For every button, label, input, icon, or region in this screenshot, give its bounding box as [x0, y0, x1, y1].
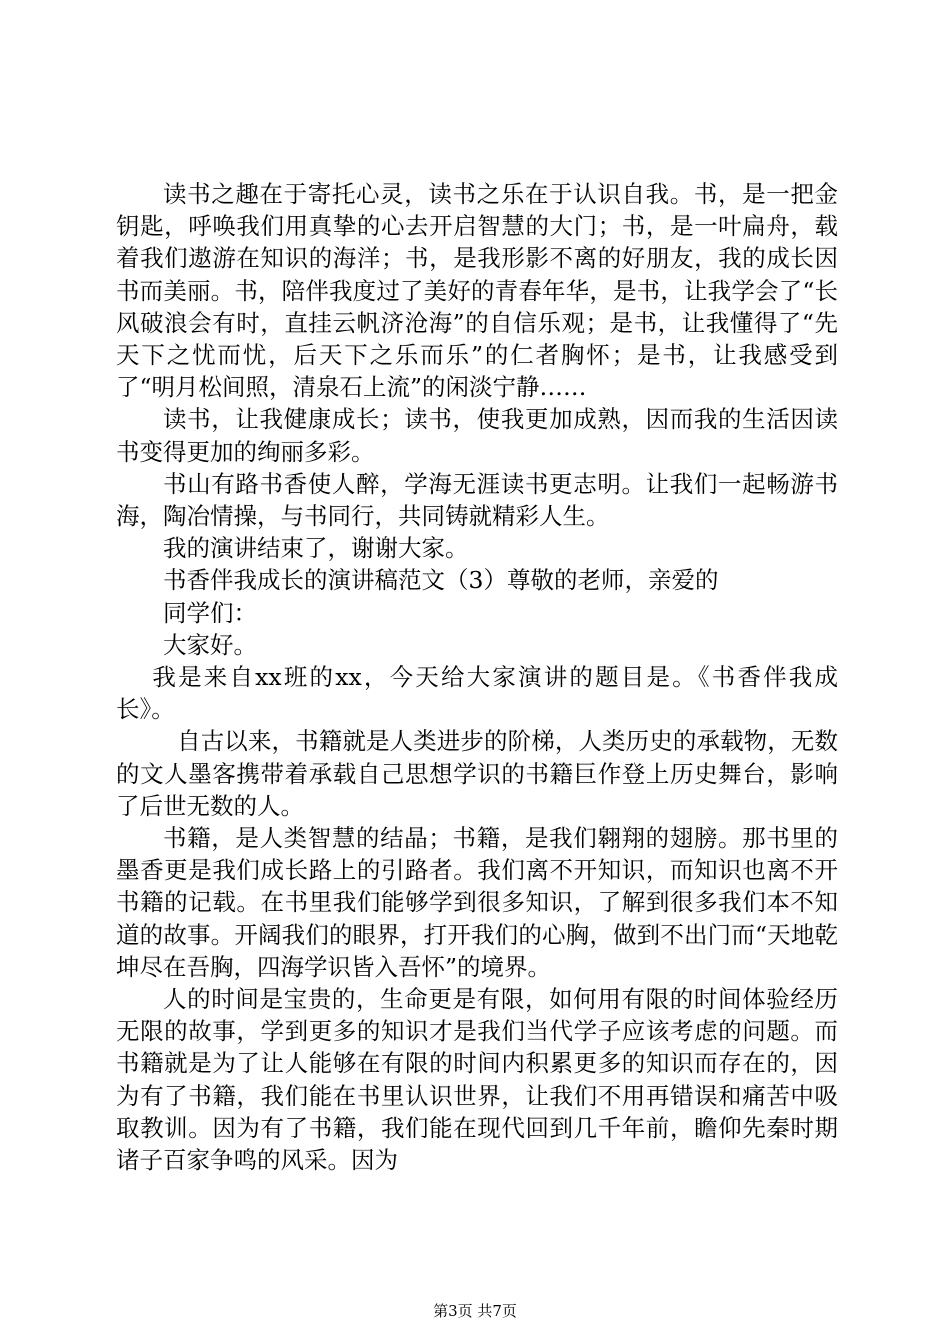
paragraph-greeting: 大家好。	[163, 630, 257, 659]
paragraph-healthy-growth: 读书，让我健康成长；读书，使我更加成熟，因而我的生活因读书变得更加的绚丽多彩。	[116, 405, 838, 466]
document-body	[116, 178, 838, 1176]
paragraph-books-wisdom: 书籍，是人类智慧的结晶；书籍，是我们翱翔的翅膀。那书里的墨香更是我们成长路上的引路者。我们离不开知识，而知识也离不开书籍的记载。在书里我们能够学到很多知识，了解到很多我们本不知道的故事。开阔我们的眼界，打开我们的心胸，做到不出门而“天地乾坤尽在吾胸，四海学识皆入吾怀”的境界。	[116, 824, 838, 981]
paragraph-book-mountain: 书山有路书香使人醉，学海无涯读书更志明。让我们一起畅游书海，陶冶情操，与书同行，共同铸就精彩人生。	[116, 469, 838, 531]
paragraph-classmates: 同学们：	[163, 598, 257, 627]
paragraph-time-precious: 人的时间是宝贵的，生命更是有限，如何用有限的时间体验经历无限的故事，学到更多的知识才是我们当代学子应该考虑的问题。而书籍就是为了让人能够在有限的时间内积累更多的知识而存在的，因为有了书籍，我们能在书里认识世界，让我们不用再错误和痛苦中吸取教训。因为有了书籍，我们能在现代回到几千年前，瞻仰先秦时期诸子百家争鸣的风采。因为	[116, 985, 838, 1175]
paragraph-self-intro: 我是来自xx班的xx，今天给大家演讲的题目是。《书香伴我成长》。	[116, 663, 838, 724]
page-footer: 第3页 共7页	[433, 1302, 517, 1320]
heading-sample-speech-3: 书香伴我成长的演讲稿范文（3）尊敬的老师，亲爱的	[163, 566, 719, 595]
paragraph-speech-ended: 我的演讲结束了，谢谢大家。	[163, 534, 469, 563]
paragraph-reading-interest: 读书之趣在于寄托心灵，读书之乐在于认识自我。书，是一把金钥匙，呼唤我们用真挚的心去开启智慧的大门；书，是一叶扁舟，载着我们遨游在知识的海洋；书，是我形影不离的好朋友，我的成长因书而美丽。书，陪伴我度过了美好的青春年华，是书，让我学会了“长风破浪会有时，直挂云帆济沧海”的自信乐观；是书，让我懂得了“先天下之忧而忧，后天下之乐而乐”的仁者胸怀；是书，让我感受到了“明月松间照，清泉石上流”的闲淡宁静……	[116, 180, 838, 402]
paragraph-since-ancient: 自古以来，书籍就是人类进步的阶梯，人类历史的承载物，无数的文人墨客携带着承载自己思想学识的书籍巨作登上历史舞台，影响了后世无数的人。	[116, 727, 838, 820]
